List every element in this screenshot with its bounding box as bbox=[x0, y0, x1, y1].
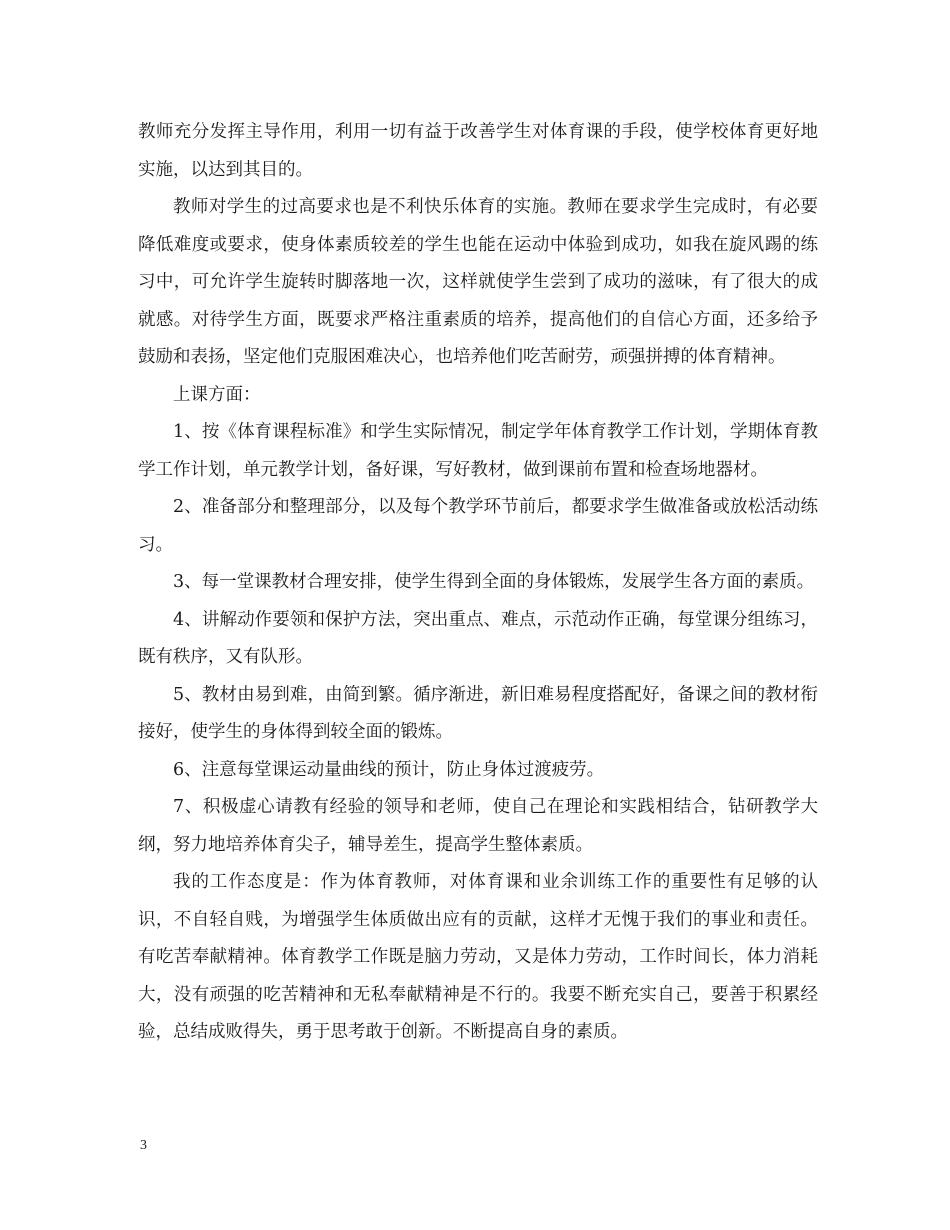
list-item-2: 2、准备部分和整理部分，以及每个教学环节前后，都要求学生做准备或放松活动练习。 bbox=[138, 497, 818, 555]
paragraph-work-attitude: 我的工作态度是：作为体育教师，对体育课和业余训练工作的重要性有足够的认识，不自轻自贱，为增强学生体质做出应有的贡献，这样才无愧于我们的事业和责任。有吃苦奉献精神。体育教学工作既是脑力劳动，又是体力劳动，工作时间长，体力消耗大，没有顽强的吃苦精神和无私奉献精神是不行的。我要不断充实自己，要善于积累经验，总结成败得失，勇于思考敢于创新。不断提高自身的素质。 bbox=[138, 872, 818, 1042]
page-number: 3 bbox=[140, 1138, 147, 1153]
document-body bbox=[138, 114, 818, 1052]
list-item-4: 4、讲解动作要领和保护方法，突出重点、难点，示范动作正确，每堂课分组练习，既有秩序，又有队形。 bbox=[138, 609, 818, 667]
list-item-5: 5、教材由易到难，由简到繁。循序渐进，新旧难易程度搭配好，备课之间的教材衔接好，使学生的身体得到较全面的锻炼。 bbox=[138, 684, 818, 742]
paragraph-intro-continued: 教师充分发挥主导作用，利用一切有益于改善学生对体育课的手段，使学校体育更好地实施，以达到其目的。 bbox=[138, 122, 818, 180]
list-item-7: 7、积极虚心请教有经验的领导和老师，使自己在理论和实践相结合，钻研教学大纲，努力地培养体育尖子，辅导差生，提高学生整体素质。 bbox=[138, 797, 818, 855]
paragraph-class-heading: 上课方面： bbox=[173, 384, 261, 405]
list-item-3: 3、每一堂课教材合理安排，使学生得到全面的身体锻炼，发展学生各方面的素质。 bbox=[173, 572, 815, 592]
list-item-1: 1、按《体育课程标准》和学生实际情况，制定学年体育教学工作计划，学期体育教学工作计划，单元教学计划，备好课，写好教材，做到课前布置和检查场地器材。 bbox=[138, 422, 818, 480]
list-item-6: 6、注意每堂课运动量曲线的预计，防止身体过渡疲劳。 bbox=[173, 759, 605, 780]
paragraph-student-requirements: 教师对学生的过高要求也是不利快乐体育的实施。教师在要求学生完成时，有必要降低难度或要求，使身体素质较差的学生也能在运动中体验到成功，如我在旋风踢的练习中，可允许学生旋转时脚落地一次，这样就使学生尝到了成功的滋味，有了很大的成就感。对待学生方面，既要求严格注重素质的培养，提高他们的自信心方面，还多给予鼓励和表扬，坚定他们克服困难决心，也培养他们吃苦耐劳，顽强拼搏的体育精神。 bbox=[138, 197, 818, 367]
